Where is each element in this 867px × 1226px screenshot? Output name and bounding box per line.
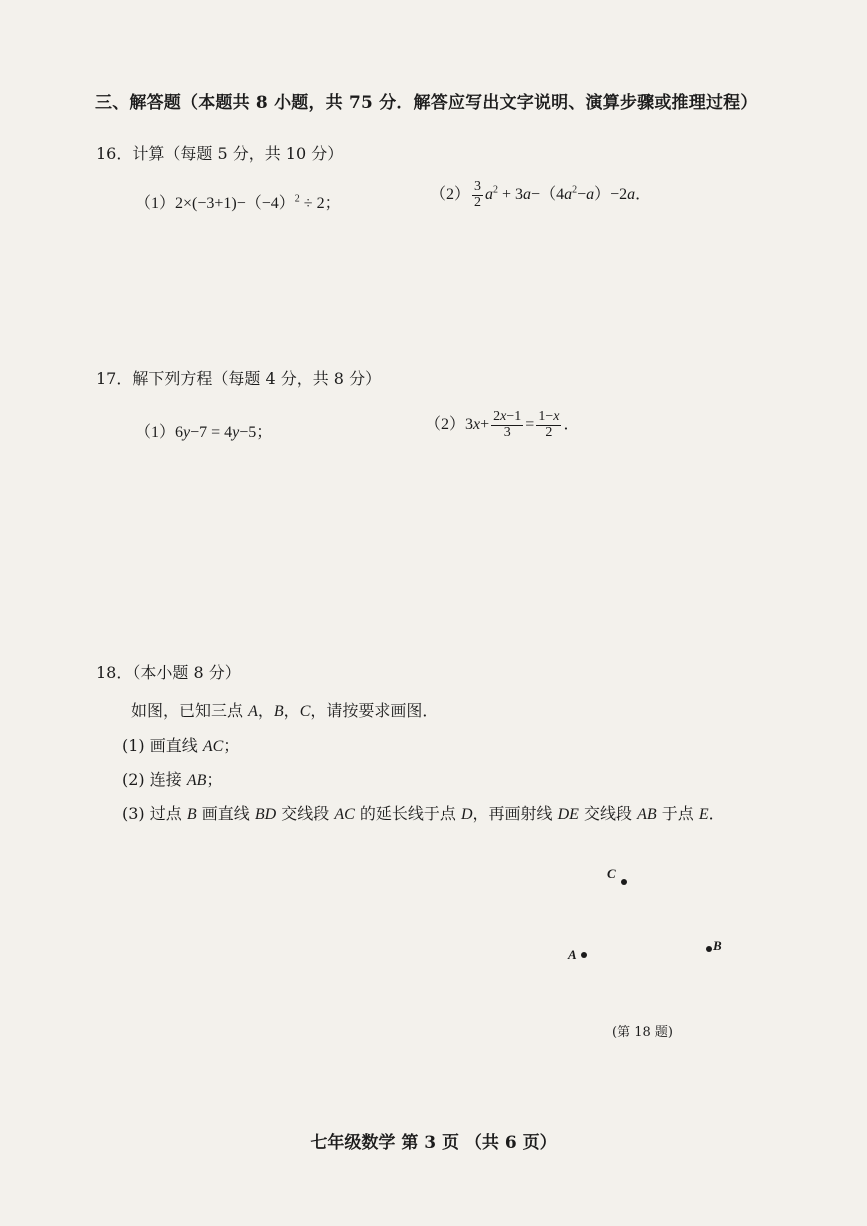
q16-part1: $(1)2\times(-3+1)-(-4)^2 \div 2$； [135, 193, 341, 212]
part-label: （2） [425, 415, 466, 433]
q18-heading: 18．（本小题 8 分） [96, 663, 241, 682]
point-b-dot [706, 946, 712, 952]
point-c-label: C [607, 866, 616, 881]
q17-part1: （1）6y−7 = 4y−5； [135, 424, 273, 441]
point-c-dot [621, 879, 627, 885]
q18-step2: (2) 连接 AB； [122, 770, 223, 789]
q18-intro: 如图，已知三点 A，B，C，请按要求画图． [131, 701, 439, 720]
fraction: $\frac{1-x}{2}$ [538, 409, 560, 440]
part-label: （2） [430, 185, 471, 203]
q16-part2: （2） $\frac{3}{2}$ $a^2 + 3a-(4a^2-a)-2a$． [430, 179, 652, 210]
q16-heading: 16．计算（每题 5 分，共 10 分） [96, 144, 344, 163]
page-footer: 七年级数学 第 3 页 （共 6 页） [310, 1133, 557, 1153]
fraction: $\frac{2x-1}{3}$ [493, 409, 522, 440]
q17-part2: （2）3x+ $\frac{2x-1}{3}$ = $\frac{1-x}{2}$ ． [425, 409, 580, 440]
point-a-dot [581, 952, 587, 958]
point-b-label: B [713, 938, 722, 953]
fraction: $\frac{3}{2}$ [474, 179, 482, 210]
figure-caption: (第 18 题) [612, 1025, 673, 1040]
q18-step3: (3) 过点 B 画直线 BD 交线段 AC 的延长线于点 D，再画射线 DE 交线段 AB 于点 E． [122, 804, 725, 823]
part-label: （1） [135, 195, 176, 212]
section-title: 三、解答题（本题共 8 小题，共 75 分．解答应写出文字说明、演算步骤或推理过程） [95, 93, 758, 113]
q17-heading: 17．解下列方程（每题 4 分，共 8 分） [96, 369, 382, 388]
part-label: （1） [135, 424, 176, 441]
point-a-label: A [568, 947, 577, 962]
q18-step1: (1) 画直线 AC； [122, 736, 240, 755]
